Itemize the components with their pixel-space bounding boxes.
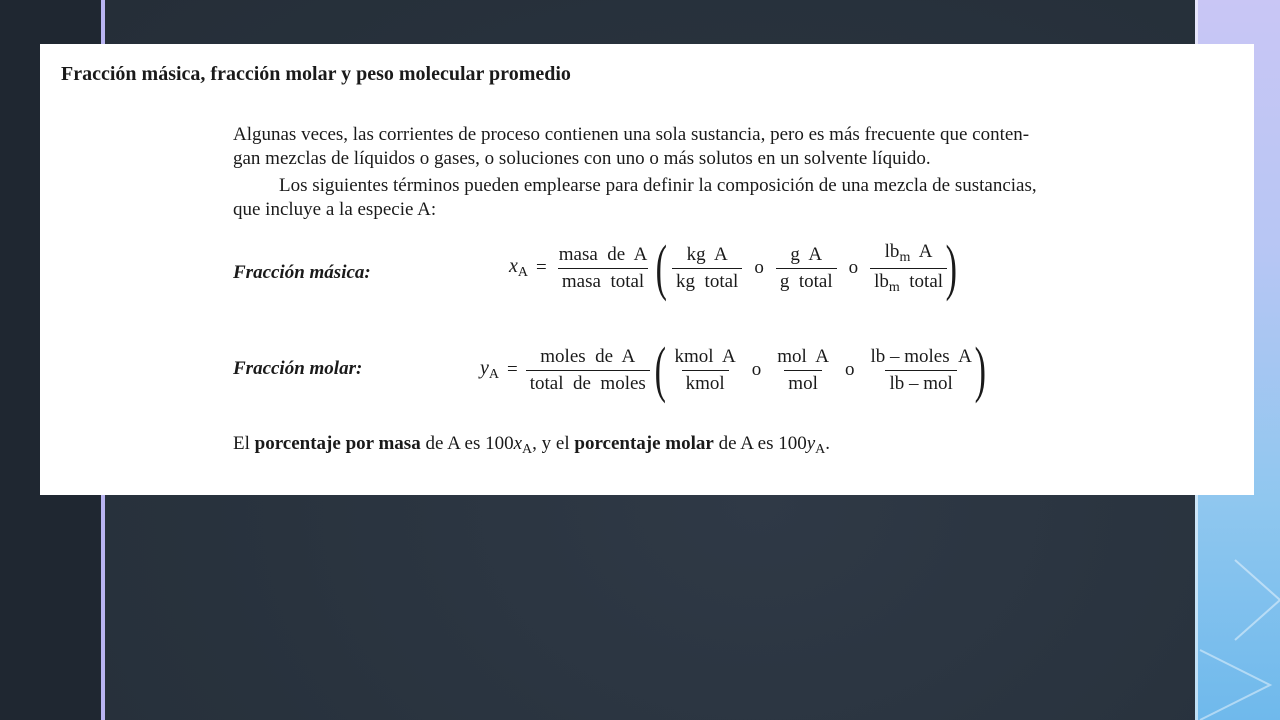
section-title: Fracción másica, fracción molar y peso molecular promedio: [61, 63, 571, 85]
percentage-conclusion: El porcentaje por masa de A es $100x_A$, y el porcentaje molar de A es $100y_A$.: [233, 433, 831, 457]
definition-paragraph: [233, 174, 1233, 222]
mass-unit-kg-fraction: $\frac{\text{kg A}}{\text{kg total}}$: [672, 244, 742, 293]
molar-unit-kmol-fraction: $\frac{\text{kmol A}}{\text{kmol}}$: [674, 345, 736, 394]
molar-percentage-term: porcentaje molar: [574, 433, 714, 454]
molar-fraction-label: Fracción molar:: [233, 358, 363, 379]
equals-sign: =: [536, 257, 547, 278]
definition-line-1: Los siguientes términos pueden emplearse para definir la composición de una mezcla de sustancias,: [279, 175, 1037, 196]
mass-fraction-equation: [509, 234, 962, 302]
or-word: o: [751, 359, 762, 380]
definition-line-2: que incluye a la especie A:: [233, 199, 437, 220]
intro-paragraph: [233, 123, 1233, 171]
intro-line-1: Algunas veces, las corrientes de proceso contienen una sola sustancia, pero es más frecuente que conten-: [233, 124, 1030, 145]
molar-fraction-equation: [480, 336, 990, 404]
close-paren: ): [945, 234, 958, 302]
open-paren: (: [654, 336, 666, 404]
mass-unit-lbm-fraction: $\frac{lb_m A}{lb_m total}$: [870, 241, 947, 296]
molar-fraction-variable: $y_A$: [480, 357, 500, 382]
textbook-excerpt-image: [40, 44, 1254, 495]
molar-unit-lbmol-fraction: $\frac{\text{lb – moles A}}{\text{lb – mol}}$: [870, 345, 972, 394]
mass-percentage-term: porcentaje por masa: [254, 433, 421, 454]
mass-fraction-label: Fracción másica:: [233, 262, 371, 283]
chevron-decoration-icon: [1195, 540, 1280, 720]
open-paren: (: [656, 234, 668, 302]
equals-sign: =: [507, 359, 518, 380]
molar-unit-mol-fraction: $\frac{\text{mol A}}{\text{mol}}$: [777, 345, 829, 394]
mass-unit-g-fraction: $\frac{\text{g A}}{\text{g total}}$: [776, 244, 837, 293]
or-word: o: [848, 257, 859, 278]
intro-line-2: gan mezclas de líquidos o gases, o soluciones con uno o más solutos en un solvente líquido.: [233, 148, 931, 169]
molar-fraction-main-fraction: $\frac{\text{moles de A}}{\text{total de moles}}$: [526, 346, 650, 395]
or-word: o: [754, 257, 764, 278]
close-paren: ): [974, 336, 986, 404]
mass-fraction-variable: $x_A$: [509, 255, 529, 280]
mass-fraction-main-fraction: $\frac{\text{masa de A}}{\text{masa total}}$: [558, 243, 648, 292]
or-word: o: [844, 359, 855, 380]
